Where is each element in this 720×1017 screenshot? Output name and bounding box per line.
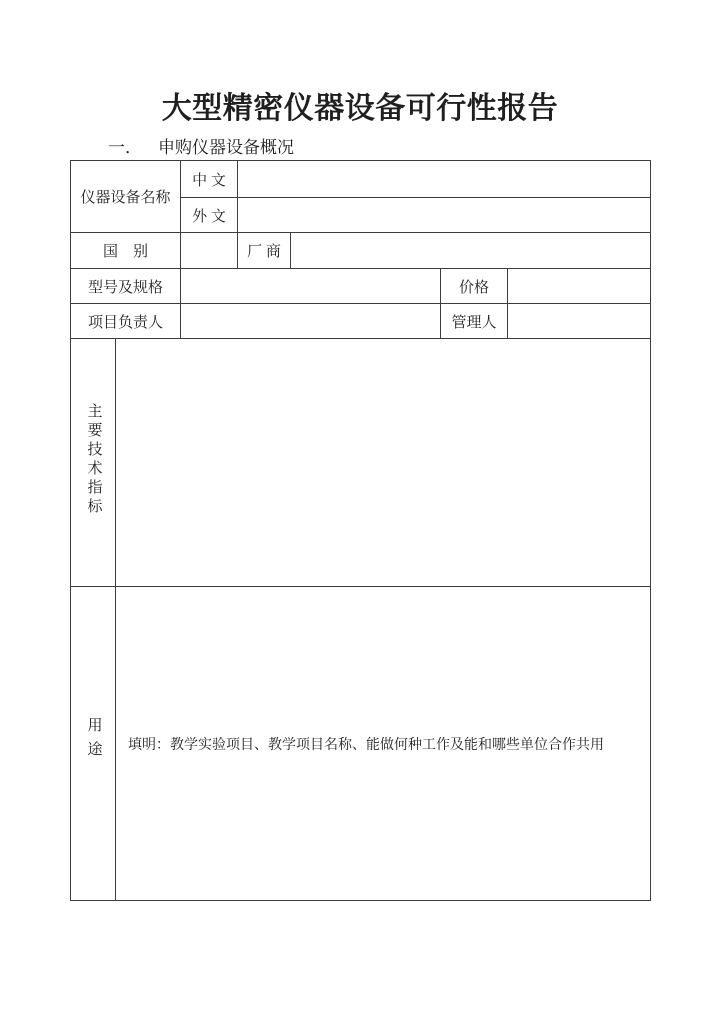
project-leader-label: 项目负责人 (71, 304, 181, 339)
purpose-label (71, 587, 116, 901)
name-foreign-field[interactable] (238, 198, 651, 233)
section-heading (108, 133, 294, 158)
manufacturer-label: 厂 商 (238, 233, 291, 269)
name-chinese-field[interactable] (238, 161, 651, 198)
manager-field[interactable] (508, 304, 651, 339)
country-field[interactable] (181, 233, 238, 269)
project-leader-field[interactable] (181, 304, 441, 339)
manager-label: 管理人 (441, 304, 508, 339)
equipment-name-label: 仪器设备名称 (71, 161, 181, 233)
purpose-label-text: 用途 (85, 717, 102, 765)
manufacturer-field[interactable] (291, 233, 651, 269)
tech-specs-label (71, 339, 116, 587)
purpose-field[interactable] (116, 587, 651, 901)
model-spec-label: 型号及规格 (71, 269, 181, 304)
page-title: 大型精密仪器设备可行性报告 (161, 92, 559, 125)
purpose-note: 填明：教学实验项目、教学项目名称、能做何种工作及能和哪些单位合作共用 (128, 738, 604, 754)
model-spec-field[interactable] (181, 269, 441, 304)
country-label: 国 别 (71, 233, 181, 269)
form-table (70, 160, 651, 901)
section-number: 一． (108, 138, 142, 157)
price-field[interactable] (508, 269, 651, 304)
tech-specs-field[interactable] (116, 339, 651, 587)
name-chinese-label: 中 文 (181, 161, 238, 198)
name-foreign-label: 外 文 (181, 198, 238, 233)
price-label: 价格 (441, 269, 508, 304)
tech-specs-label-text: 主要技术指标 (85, 403, 102, 517)
section-title: 申购仪器设备概况 (158, 138, 294, 157)
